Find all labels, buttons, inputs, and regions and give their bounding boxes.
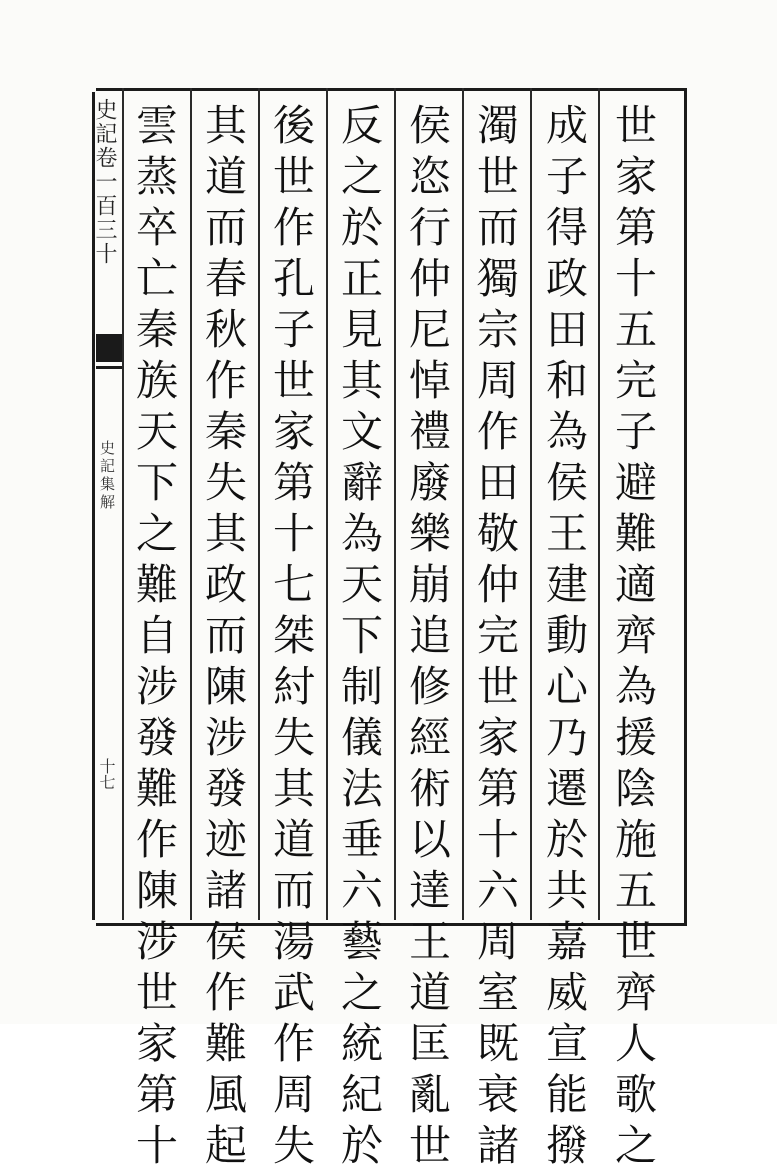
column-character: 周 — [272, 1070, 315, 1119]
column-character: 為 — [340, 509, 383, 558]
column-character: 禮 — [408, 407, 451, 456]
margin-header-title: 史記卷一百三十 — [92, 98, 117, 266]
column-character: 世 — [135, 968, 178, 1017]
column-character: 施 — [614, 815, 657, 864]
column-character: 侯 — [545, 458, 588, 507]
column-character: 宣 — [545, 1019, 588, 1068]
column-character: 作 — [272, 1019, 315, 1068]
column-character: 失 — [204, 458, 247, 507]
column-character: 侯 — [408, 101, 451, 150]
column-character: 成 — [545, 101, 588, 150]
column-character: 紂 — [272, 662, 315, 711]
column-character: 能 — [545, 1070, 588, 1119]
column-character: 春 — [204, 254, 247, 303]
column-character: 既 — [476, 1019, 519, 1068]
column-character: 恣 — [408, 152, 451, 201]
column-character: 秦 — [204, 407, 247, 456]
column-character: 世 — [614, 917, 657, 966]
column-character: 宗 — [476, 305, 519, 354]
column-character: 政 — [545, 254, 588, 303]
column-character: 作 — [476, 407, 519, 456]
column-character: 蒸 — [135, 152, 178, 201]
column-character: 世 — [272, 152, 315, 201]
column-rule — [258, 88, 260, 920]
column-character: 其 — [340, 356, 383, 405]
column-character: 經 — [408, 713, 451, 762]
column-character: 十 — [272, 509, 315, 558]
column-character: 五 — [614, 866, 657, 915]
column-character: 和 — [545, 356, 588, 405]
column-character: 為 — [545, 407, 588, 456]
text-column-4 — [400, 100, 460, 1170]
column-character: 後 — [272, 101, 315, 150]
column-character: 第 — [135, 1070, 178, 1119]
column-character: 世 — [408, 1121, 451, 1170]
column-character: 家 — [135, 1019, 178, 1068]
column-character: 涉 — [135, 662, 178, 711]
column-character: 見 — [340, 305, 383, 354]
column-character: 正 — [340, 254, 383, 303]
column-character: 周 — [476, 917, 519, 966]
column-character: 陳 — [135, 866, 178, 915]
column-character: 歌 — [614, 1070, 657, 1119]
column-character: 迹 — [204, 815, 247, 864]
text-column-6 — [264, 100, 324, 1170]
column-character: 動 — [545, 611, 588, 660]
column-character: 湯 — [272, 917, 315, 966]
column-character: 其 — [204, 101, 247, 150]
column-character: 避 — [614, 458, 657, 507]
column-character: 統 — [340, 1019, 383, 1068]
column-character: 之 — [340, 152, 383, 201]
column-character: 辭 — [340, 458, 383, 507]
column-character: 嘉 — [545, 917, 588, 966]
fishtail-mark — [96, 334, 122, 362]
column-character: 而 — [272, 866, 315, 915]
column-character: 行 — [408, 203, 451, 252]
column-character: 世 — [272, 356, 315, 405]
column-character: 家 — [614, 152, 657, 201]
column-character: 自 — [135, 611, 178, 660]
column-character: 於 — [340, 1121, 383, 1170]
text-column-1 — [606, 100, 666, 1170]
column-character: 儀 — [340, 713, 383, 762]
column-character: 衰 — [476, 1070, 519, 1119]
column-character: 發 — [135, 713, 178, 762]
column-character: 田 — [476, 458, 519, 507]
column-character: 作 — [272, 203, 315, 252]
column-character: 齊 — [614, 611, 657, 660]
column-character: 尼 — [408, 305, 451, 354]
column-character: 達 — [408, 866, 451, 915]
column-character: 家 — [272, 407, 315, 456]
column-character: 難 — [614, 509, 657, 558]
text-column-3 — [468, 100, 528, 1170]
column-character: 追 — [408, 611, 451, 660]
column-character: 人 — [614, 1019, 657, 1068]
column-character: 孔 — [272, 254, 315, 303]
column-character: 天 — [135, 407, 178, 456]
column-character: 文 — [340, 407, 383, 456]
column-character: 侯 — [204, 917, 247, 966]
column-character: 亂 — [408, 1070, 451, 1119]
column-character: 建 — [545, 560, 588, 609]
column-character: 制 — [340, 662, 383, 711]
column-character: 六 — [476, 866, 519, 915]
column-character: 其 — [272, 764, 315, 813]
column-character: 於 — [545, 815, 588, 864]
column-character: 作 — [204, 968, 247, 1017]
column-character: 族 — [135, 356, 178, 405]
column-character: 世 — [614, 101, 657, 150]
column-character: 世 — [476, 152, 519, 201]
column-character: 乃 — [545, 713, 588, 762]
column-character: 第 — [614, 203, 657, 252]
column-character: 十 — [476, 815, 519, 864]
column-character: 田 — [545, 305, 588, 354]
column-character: 七 — [272, 560, 315, 609]
column-character: 之 — [340, 968, 383, 1017]
column-character: 樂 — [408, 509, 451, 558]
column-character: 而 — [476, 203, 519, 252]
column-character: 天 — [340, 560, 383, 609]
column-character: 十 — [614, 254, 657, 303]
column-character: 援 — [614, 713, 657, 762]
column-rule — [326, 88, 328, 920]
text-column-5 — [332, 100, 392, 1170]
column-character: 而 — [204, 611, 247, 660]
column-character: 周 — [476, 356, 519, 405]
column-character: 下 — [135, 458, 178, 507]
column-character: 子 — [614, 407, 657, 456]
text-column-2 — [537, 100, 597, 1170]
column-rule — [394, 88, 396, 920]
column-character: 法 — [340, 764, 383, 813]
column-character: 廢 — [408, 458, 451, 507]
column-character: 風 — [204, 1070, 247, 1119]
column-character: 為 — [614, 662, 657, 711]
margin-page-number: 十七 — [97, 758, 116, 790]
column-character: 子 — [545, 152, 588, 201]
column-character: 作 — [204, 356, 247, 405]
column-character: 仲 — [408, 254, 451, 303]
column-character: 發 — [204, 764, 247, 813]
column-character: 第 — [272, 458, 315, 507]
margin-book-title: 史記集解 — [98, 440, 116, 512]
column-character: 諸 — [476, 1121, 519, 1170]
column-character: 遷 — [545, 764, 588, 813]
column-character: 失 — [272, 713, 315, 762]
column-character: 道 — [204, 152, 247, 201]
column-character: 之 — [614, 1121, 657, 1170]
column-character: 仲 — [476, 560, 519, 609]
column-character: 世 — [476, 662, 519, 711]
column-character: 秦 — [135, 305, 178, 354]
column-character: 而 — [204, 203, 247, 252]
column-character: 下 — [340, 611, 383, 660]
column-character: 藝 — [340, 917, 383, 966]
column-character: 卒 — [135, 203, 178, 252]
column-character: 十 — [135, 1121, 178, 1170]
text-column-8 — [127, 100, 187, 1170]
column-rule — [598, 88, 600, 920]
column-character: 之 — [135, 509, 178, 558]
column-character: 涉 — [204, 713, 247, 762]
column-character: 武 — [272, 968, 315, 1017]
column-character: 共 — [545, 866, 588, 915]
column-character: 陰 — [614, 764, 657, 813]
column-rule — [462, 88, 464, 920]
column-character: 其 — [204, 509, 247, 558]
fishtail-rule — [96, 366, 122, 369]
column-character: 雲 — [135, 101, 178, 150]
column-character: 第 — [476, 764, 519, 813]
column-character: 得 — [545, 203, 588, 252]
column-character: 道 — [272, 815, 315, 864]
column-character: 起 — [204, 1121, 247, 1170]
column-character: 六 — [340, 866, 383, 915]
column-character: 匡 — [408, 1019, 451, 1068]
column-character: 悼 — [408, 356, 451, 405]
column-rule — [122, 88, 124, 920]
column-character: 諸 — [204, 866, 247, 915]
column-character: 敬 — [476, 509, 519, 558]
column-character: 反 — [340, 101, 383, 150]
column-character: 五 — [614, 305, 657, 354]
column-character: 陳 — [204, 662, 247, 711]
column-character: 室 — [476, 968, 519, 1017]
column-character: 以 — [408, 815, 451, 864]
column-character: 垂 — [340, 815, 383, 864]
column-character: 難 — [135, 764, 178, 813]
column-character: 心 — [545, 662, 588, 711]
column-character: 難 — [204, 1019, 247, 1068]
column-character: 修 — [408, 662, 451, 711]
column-character: 於 — [340, 203, 383, 252]
column-character: 失 — [272, 1121, 315, 1170]
column-character: 完 — [614, 356, 657, 405]
column-character: 王 — [545, 509, 588, 558]
column-character: 家 — [476, 713, 519, 762]
column-character: 難 — [135, 560, 178, 609]
column-character: 王 — [408, 917, 451, 966]
column-character: 撥 — [545, 1121, 588, 1170]
column-character: 亡 — [135, 254, 178, 303]
column-character: 秋 — [204, 305, 247, 354]
column-character: 獨 — [476, 254, 519, 303]
text-column-7 — [196, 100, 256, 1170]
column-character: 道 — [408, 968, 451, 1017]
column-character: 適 — [614, 560, 657, 609]
column-character: 政 — [204, 560, 247, 609]
column-character: 濁 — [476, 101, 519, 150]
column-rule — [190, 88, 192, 920]
column-character: 完 — [476, 611, 519, 660]
column-character: 涉 — [135, 917, 178, 966]
column-character: 子 — [272, 305, 315, 354]
column-character: 崩 — [408, 560, 451, 609]
column-rule — [530, 88, 532, 920]
column-character: 威 — [545, 968, 588, 1017]
column-character: 桀 — [272, 611, 315, 660]
column-character: 齊 — [614, 968, 657, 1017]
column-character: 術 — [408, 764, 451, 813]
column-character: 紀 — [340, 1070, 383, 1119]
column-character: 作 — [135, 815, 178, 864]
